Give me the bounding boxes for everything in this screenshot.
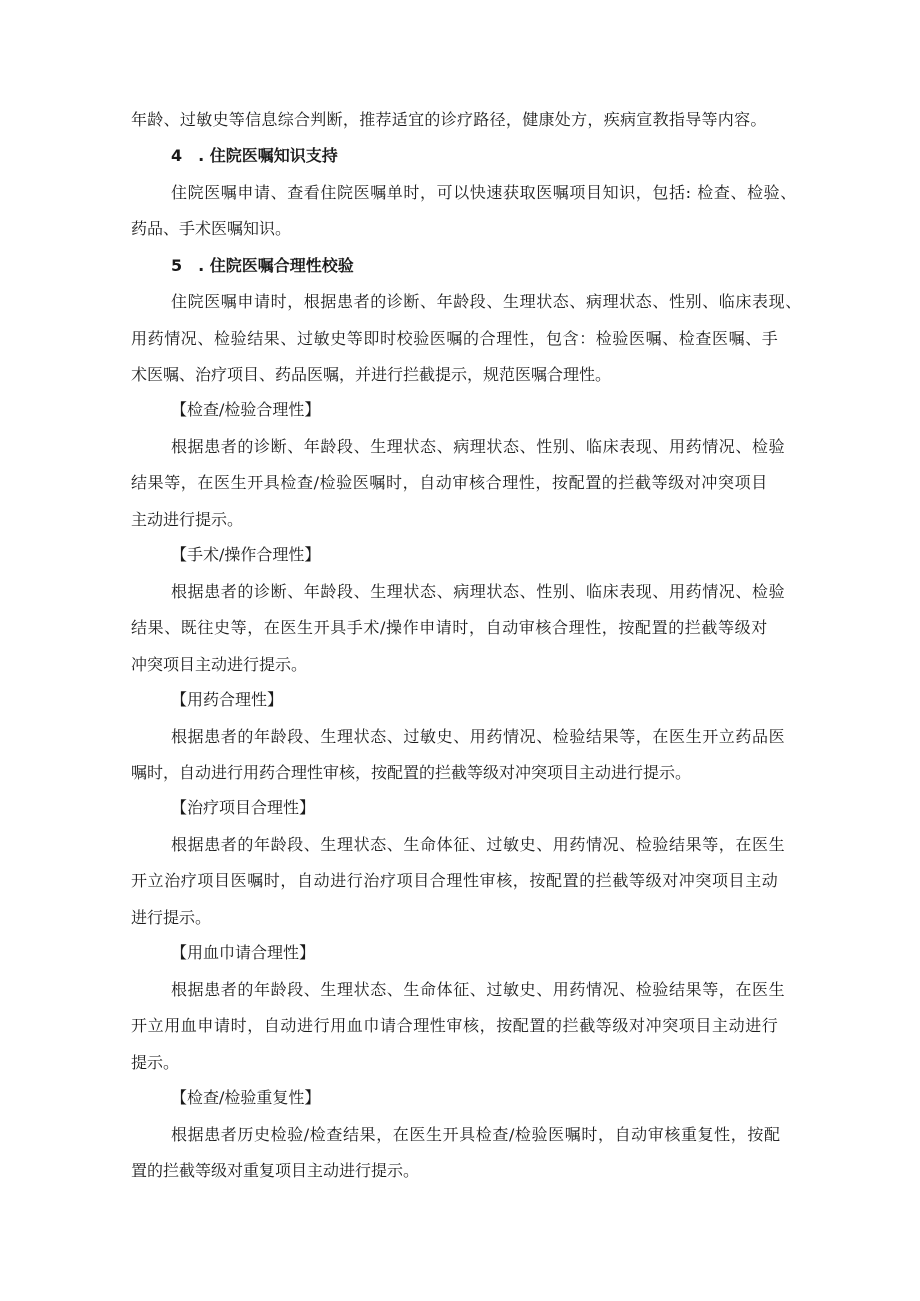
paragraph-line: 术医嘱、治疗项目、药品医嘱，并进行拦截提示，规范医嘱合理性。 [131, 365, 612, 384]
section-heading-4: 4 . 住院医嘱知识支持 [171, 146, 338, 165]
paragraph-line: 提示。 [131, 1053, 180, 1072]
paragraph-line: 置的拦截等级对重复项目主动进行提示。 [131, 1161, 420, 1180]
paragraph-line: 根据患者历史检验/检查结果，在医生开具检查/检验医嘱时，自动审核重复性，按配 [171, 1125, 781, 1144]
paragraph-line: 根据患者的诊断、年龄段、生理状态、病理状态、性别、临床表现、用药情况、检验 [171, 582, 786, 601]
paragraph-line: 根据患者的年龄段、生理状态、生命体征、过敏史、用药情况、检验结果等，在医生 [171, 980, 786, 999]
paragraph-line: 药品、手术医嘱知识。 [131, 219, 292, 238]
paragraph-line: 住院医嘱申请时，根据患者的诊断、年龄段、生理状态、病理状态、性别、临床表现、 [171, 292, 802, 311]
paragraph-line: 根据患者的年龄段、生理状态、生命体征、过敏史、用药情况、检验结果等，在医生 [171, 835, 786, 854]
paragraph-line: 根据患者的诊断、年龄段、生理状态、病理状态、性别、临床表现、用药情况、检验 [171, 437, 786, 456]
paragraph-line: 进行提示。 [131, 908, 212, 927]
subheading-medication-rationality: 【用药合理性】 [171, 690, 284, 709]
paragraph-line: 用药情况、检验结果、过敏史等即时校验医嘱的合理性，包含：检验医嘱、检查医嘱、手 [131, 329, 779, 348]
paragraph-line: 结果等，在医生开具检查/检验医嘱时，自动审核合理性，按配置的拦截等级对冲突项目 [131, 473, 768, 492]
paragraph-line: 结果、既往史等，在医生开具手术/操作申请时，自动审核合理性，按配置的拦截等级对 [131, 618, 768, 637]
paragraph-line: 根据患者的年龄段、生理状态、过敏史、用药情况、检验结果等，在医生开立药品医 [171, 727, 786, 746]
subheading-surgery-rationality: 【手术/操作合理性】 [171, 545, 321, 564]
paragraph-line: 主动进行提示。 [131, 510, 244, 529]
paragraph-line: 嘱时，自动进行用药合理性审核，按配置的拦截等级对冲突项目主动进行提示。 [131, 763, 692, 782]
paragraph-line: 开立治疗项目医嘱时，自动进行治疗项目合理性审核，按配置的拦截等级对冲突项目主动 [131, 871, 779, 890]
section-heading-5: 5 . 住院医嘱合理性校验 [171, 256, 354, 275]
paragraph-line: 开立用血申请时，自动进行用血巾请合理性审核，按配置的拦截等级对冲突项目主动进行 [131, 1016, 779, 1035]
subheading-blood-request-rationality: 【用血巾请合理性】 [171, 943, 316, 962]
paragraph-line: 冲突项目主动进行提示。 [131, 655, 308, 674]
paragraph-line: 年龄、过敏史等信息综合判断，推荐适宜的诊疗路径，健康处方，疾病宣教指导等内容。 [131, 110, 767, 129]
paragraph-line: 住院医嘱申请、查看住院医嘱单时，可以快速获取医嘱项目知识，包括: 检查、检验、 [171, 183, 797, 202]
subheading-treatment-rationality: 【治疗项目合理性】 [171, 798, 316, 817]
subheading-exam-lab-rationality: 【检查/检验合理性】 [171, 400, 321, 419]
subheading-exam-lab-duplication: 【检查/检验重复性】 [171, 1088, 321, 1107]
